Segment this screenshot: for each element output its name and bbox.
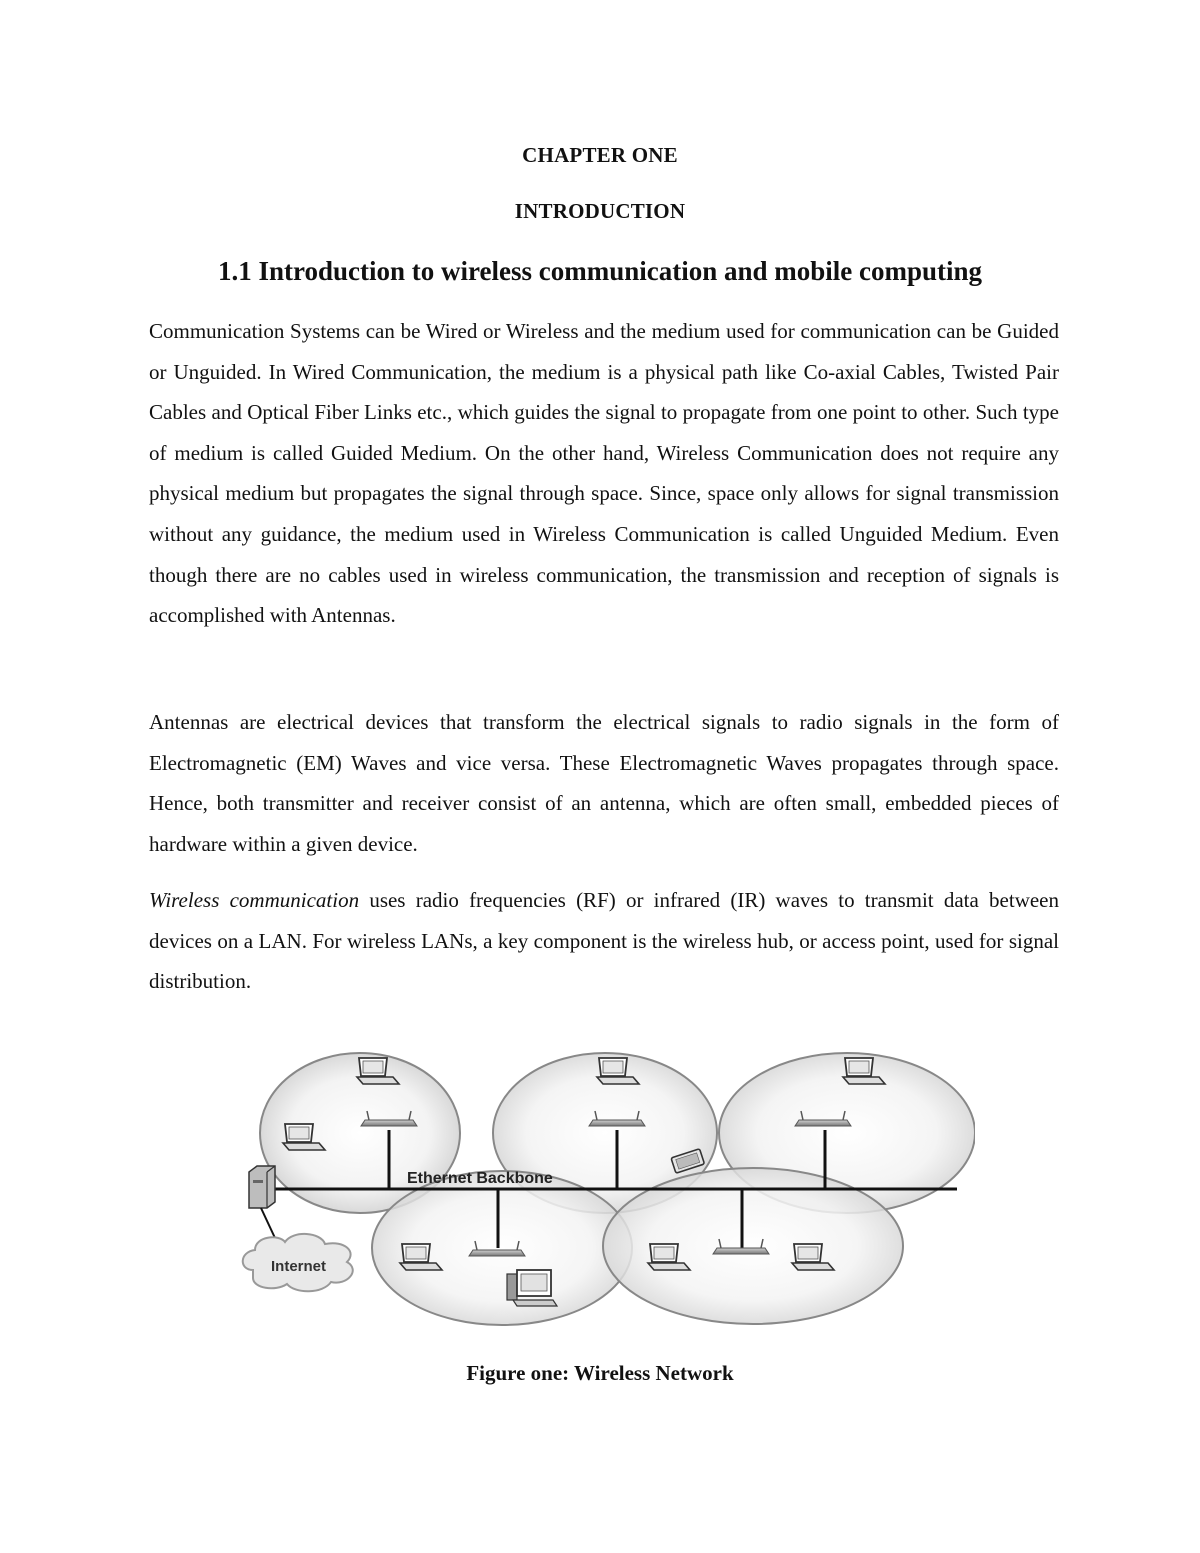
desktop-computer-icon: [507, 1270, 557, 1306]
section-title: INTRODUCTION: [514, 199, 686, 223]
italic-term: Wireless communication: [149, 888, 360, 912]
figure-caption: Figure one: Wireless Network: [466, 1361, 734, 1385]
section-heading: 1.1 Introduction to wireless communication and mobile computing: [217, 256, 983, 286]
paragraph-communication-systems: Communication Systems can be Wired or Wireless and the medium used for communication can be Guided or Unguided. In Wired Communication, the medium is a physical path like Co-axial Cables, Twisted Pair Cables and Optical Fiber Links etc., which guides the signal to propagate from one point to other. Such type of medium is called Guided Medium. On the other hand, Wireless Communication does not require any physical medium but propagates the signal through space. Since, space only allows for signal transmission without any guidance, the medium used in Wireless Communication is called Unguided Medium. Even though there are no cables used in wireless communication, the transmission and reception of signals is accomplished with Antennas.: [149, 319, 1059, 628]
backbone-label: Ethernet Backbone: [407, 1170, 553, 1187]
wireless-network-figure: [235, 1038, 975, 1328]
paragraph-wireless-communication: [149, 880, 1059, 1002]
paragraph-antennas: Antennas are electrical devices that transform the electrical signals to radio signals in the form of Electromagnetic (EM) Waves and vice versa. These Electromagnetic Waves propagates through space. Hence, both transmitter and receiver consist of an antenna, which are often small, embedded pieces of hardware within a given device.: [149, 710, 1059, 856]
internet-cloud-icon: [243, 1234, 353, 1291]
chapter-title: CHAPTER ONE: [522, 143, 678, 167]
coverage-cell: [603, 1168, 903, 1324]
internet-label: Internet: [271, 1258, 327, 1275]
server-icon: [249, 1166, 275, 1208]
paragraph-text: uses radio frequencies (RF) or infrared (IR) waves to transmit data between devices on a LAN. For wireless LANs, a key component is the wireless hub, or access point, used for signal distribution.: [149, 888, 1060, 994]
